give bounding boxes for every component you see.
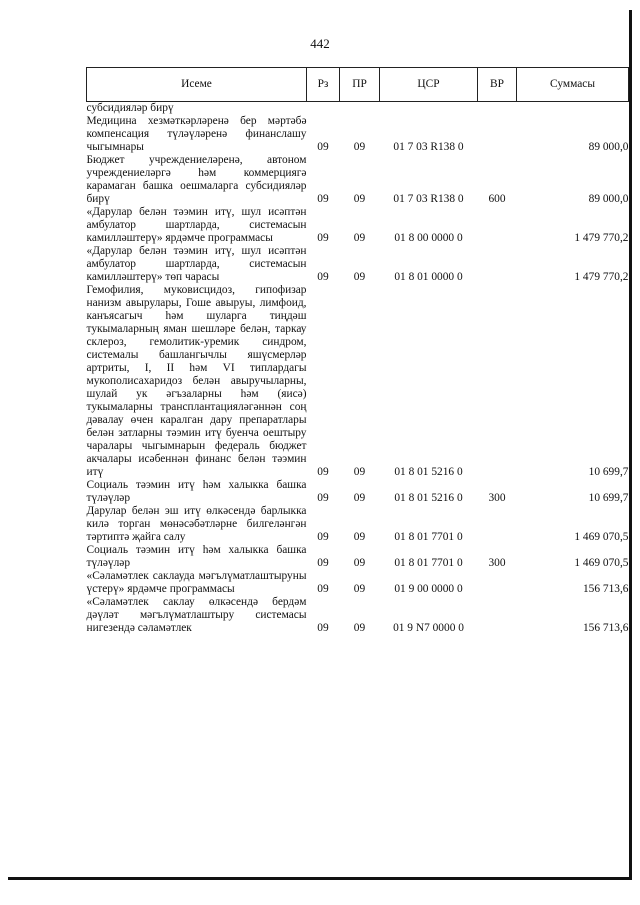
row-pr: 09 [353, 492, 366, 504]
header-name: Исеме [87, 68, 307, 102]
row-rz [307, 102, 340, 116]
table-row [87, 206, 629, 245]
row-vr: 300 [488, 492, 506, 504]
row-csr: 01 8 01 5216 0 [394, 492, 463, 504]
row-sum: 1 479 770,2 [574, 271, 629, 283]
row-pr [340, 102, 380, 116]
row-name: Социаль тәэмин итү һәм халыкка башка түләүләр [86, 479, 307, 504]
row-pr: 09 [353, 141, 366, 153]
header-csr: ЦСР [380, 68, 478, 102]
row-pr: 09 [353, 622, 366, 634]
row-csr: 01 7 03 R138 0 [393, 193, 464, 205]
row-name: «Сәламәтлек саклауда мәгълүматлаштыруны үстерү» ярдәмче программасы [86, 570, 307, 595]
row-vr [478, 596, 517, 635]
row-rz: 09 [317, 492, 329, 504]
table-row [87, 570, 629, 596]
row-sum: 1 479 770,2 [574, 232, 629, 244]
row-rz: 09 [317, 232, 329, 244]
row-rz: 09 [317, 622, 329, 634]
header-vr: ВР [478, 68, 517, 102]
row-vr: 300 [488, 557, 506, 569]
row-name: Медицина хезмәткәрләренә бер мәртәбә компенсация түләүләренә финанслашу чыгымнары [86, 115, 307, 153]
row-sum: 89 000,0 [588, 193, 629, 205]
row-pr: 09 [353, 466, 366, 478]
row-sum: 1 469 070,5 [574, 557, 629, 569]
row-vr: 600 [488, 193, 506, 205]
row-name: Бюджет учреждениеләренә, автоном учреждениеләргә һәм коммерциягә карамаган башка оешмаларга субсидияләр бирү [86, 154, 307, 205]
row-vr [478, 284, 517, 479]
row-name: «Дарулар белән тәэмин итү, шул исәптән амбулатор шартларда, системасын камилләштерү» ярдәмче программасы [86, 206, 307, 244]
table-row [87, 245, 629, 284]
row-sum: 10 699,7 [588, 492, 629, 504]
row-csr: 01 8 01 5216 0 [394, 466, 463, 478]
row-csr: 01 9 00 0000 0 [394, 583, 463, 595]
row-vr [478, 102, 517, 116]
row-pr: 09 [353, 271, 366, 283]
row-csr: 01 8 01 0000 0 [394, 271, 463, 283]
row-pr: 09 [353, 193, 366, 205]
row-rz: 09 [317, 531, 329, 543]
row-sum: 156 713,6 [582, 583, 629, 595]
row-csr: 01 8 01 7701 0 [394, 557, 463, 569]
row-pr: 09 [353, 232, 366, 244]
row-name: «Сәламәтлек саклау өлкәсендә бердәм дәүләт мәгълүматлаштыру системасы нигезендә сәламәтлек [86, 596, 307, 634]
row-sum: 156 713,6 [582, 622, 629, 634]
budget-table [86, 67, 629, 635]
row-rz: 09 [317, 557, 329, 569]
row-vr [478, 115, 517, 154]
header-pr: ПР [340, 68, 380, 102]
row-name: Гемофилия, муковисцидоз, гипофизар нанизм авырулары, Гоше авыруы, лимфоид, канъясагыч һәм шуларга тиңдәш тукымаларның яман шешләре белән, таркау склероз, гемолитик-уремик синдром, системалы башлангычлы яшүсмерләр артриты, I, II һәм VI типлардагы мукополисахаридоз белән авыручыларны, шулай ук әгъзаларны һәм (яисә) тукымаларны трансплантацияләгәннән соң дәвалау өчен каралган дару препаратлары белән затларны тәэмин итү буенча оештыру чаралары чыгымнарын федераль бюджет акчалары исәбеннән финанс белән тәэмин итү [86, 284, 307, 478]
row-sum: 1 469 070,5 [574, 531, 629, 543]
row-csr: 01 7 03 R138 0 [393, 141, 464, 153]
table-row [87, 102, 629, 116]
header-rz: Рз [307, 68, 340, 102]
row-vr [478, 245, 517, 284]
row-vr [478, 206, 517, 245]
row-name: «Дарулар белән тәэмин итү, шул исәптән амбулатор шартларда, системасын камилләштерү» төп чарасы [86, 245, 307, 283]
row-pr: 09 [353, 557, 366, 569]
row-vr [478, 570, 517, 596]
row-rz: 09 [317, 466, 329, 478]
table-row [87, 505, 629, 544]
row-pr: 09 [353, 583, 366, 595]
row-rz: 09 [317, 141, 329, 153]
row-csr: 01 9 N7 0000 0 [393, 622, 464, 634]
row-rz: 09 [317, 271, 329, 283]
table-row [87, 596, 629, 635]
row-name: субсидияләр бирү [86, 102, 174, 114]
table-row [87, 284, 629, 479]
row-csr [380, 102, 478, 116]
table-row [87, 544, 629, 570]
row-sum: 10 699,7 [588, 466, 629, 478]
row-name: Дарулар белән эш итү өлкәсендә барлыкка килә торган мөнәсәбәтләрне билгеләнгән тәртиптә җайга салу [86, 505, 307, 543]
row-sum [517, 102, 629, 116]
row-pr: 09 [353, 531, 366, 543]
table-header-row [87, 68, 629, 102]
row-name: Социаль тәэмин итү һәм халыкка башка түләүләр [86, 544, 307, 569]
table-row [87, 115, 629, 154]
table-row [87, 479, 629, 505]
page-number: 442 [310, 36, 330, 51]
row-vr [478, 505, 517, 544]
table-row [87, 154, 629, 206]
row-rz: 09 [317, 583, 329, 595]
header-sum: Суммасы [517, 68, 629, 102]
row-csr: 01 8 00 0000 0 [394, 232, 463, 244]
row-rz: 09 [317, 193, 329, 205]
row-sum: 89 000,0 [588, 141, 629, 153]
row-csr: 01 8 01 7701 0 [394, 531, 463, 543]
